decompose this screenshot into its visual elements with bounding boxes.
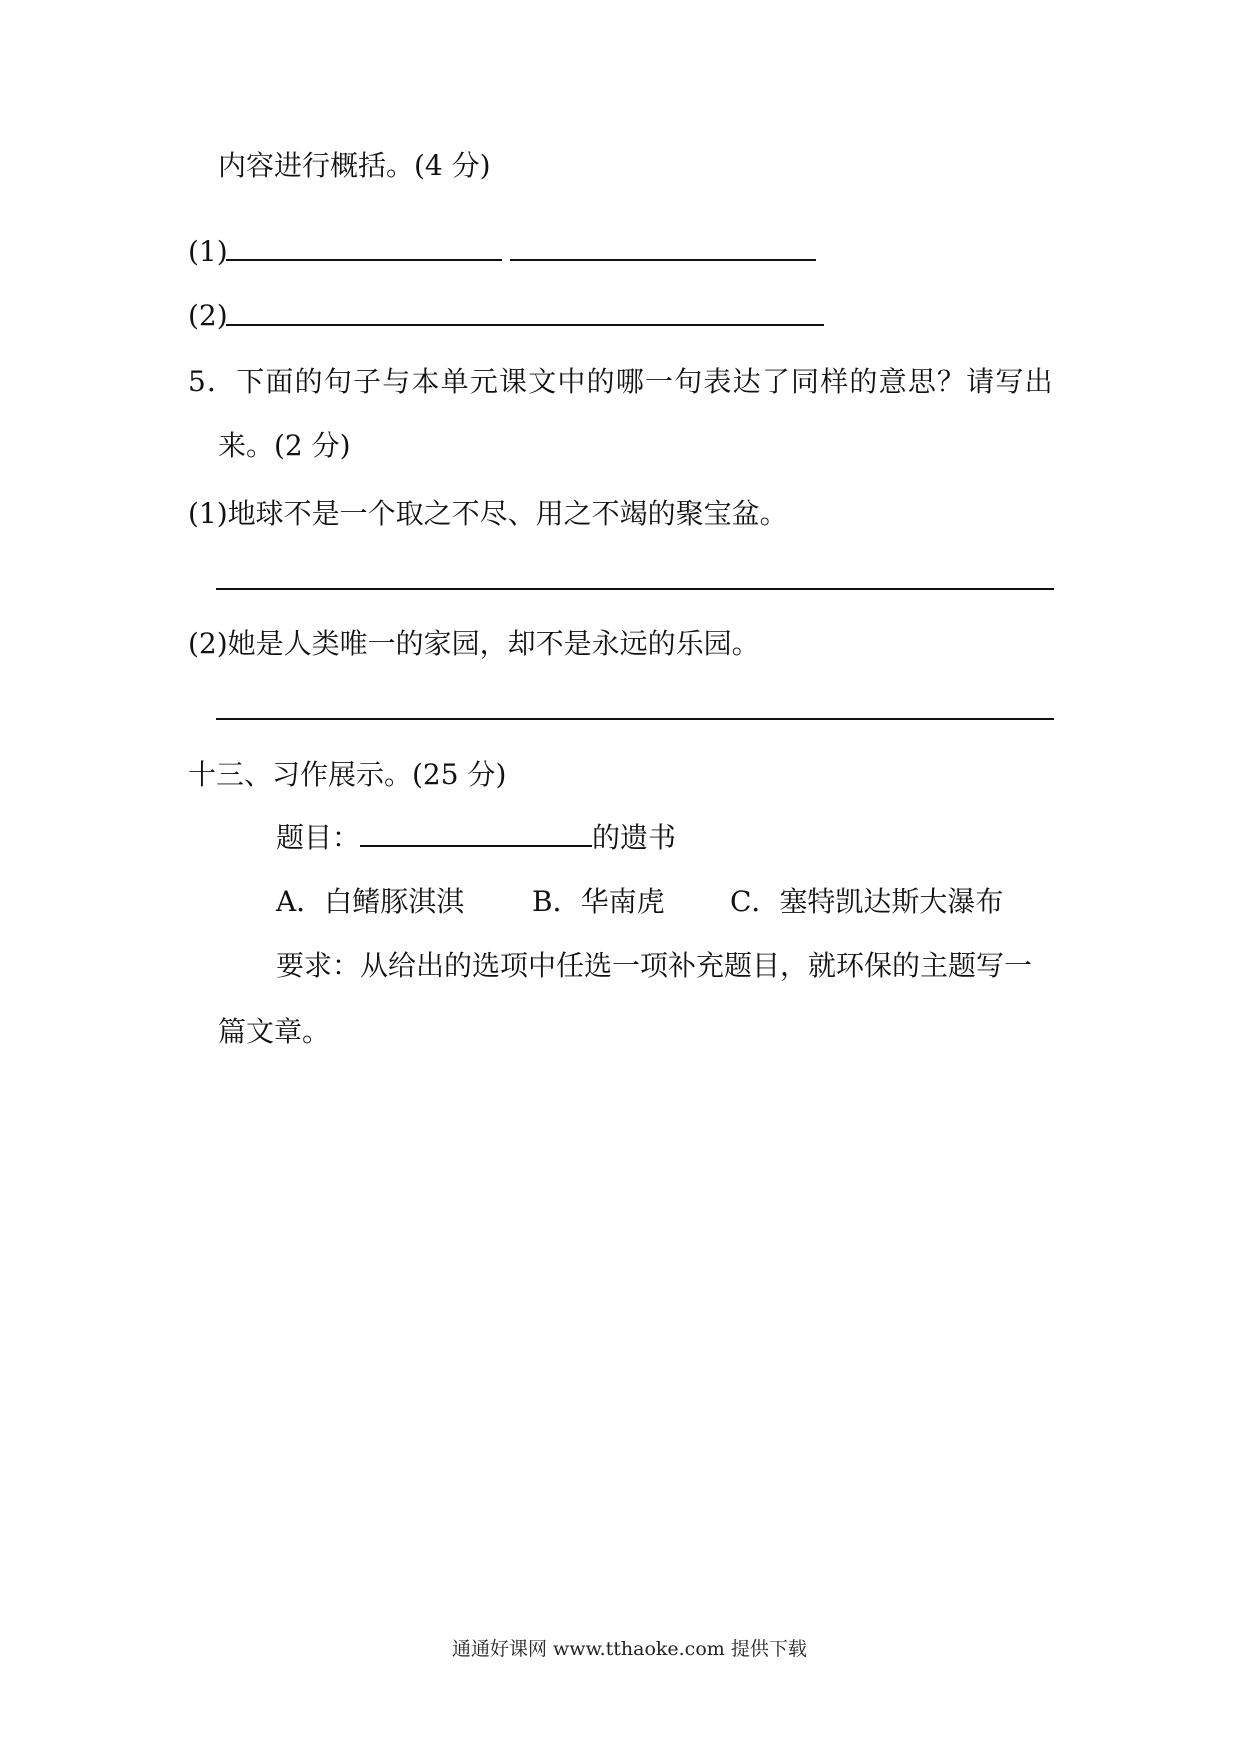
essay-title-prefix: 题目： bbox=[276, 821, 361, 854]
answer-line-q5-2[interactable] bbox=[216, 718, 1054, 720]
requirement-line-2: 篇文章。 bbox=[218, 1015, 331, 1048]
answer-label-2: (2) bbox=[188, 299, 228, 332]
question-5-line-2: 来。(2 分) bbox=[218, 429, 351, 462]
requirement-line-1: 要求：从给出的选项中任选一项补充题目，就环保的主题写一 bbox=[276, 949, 1033, 982]
option-a: A．白鳍豚淇淇 bbox=[276, 885, 465, 918]
answer-label-1: (1) bbox=[188, 235, 228, 268]
answer-blank-1a[interactable] bbox=[226, 259, 502, 261]
answer-blank-2[interactable] bbox=[226, 324, 824, 326]
question-5-line-1: 5．下面的句子与本单元课文中的哪一句表达了同样的意思？请写出 bbox=[188, 365, 1054, 398]
section-13-heading: 十三、习作展示。(25 分) bbox=[188, 758, 507, 791]
answer-line-q5-1[interactable] bbox=[216, 588, 1054, 590]
essay-title-suffix: 的遗书 bbox=[592, 821, 677, 854]
question-5-item-2: (2)她是人类唯一的家园，却不是永远的乐园。 bbox=[188, 627, 760, 660]
answer-blank-1b[interactable] bbox=[510, 259, 816, 261]
essay-title-row bbox=[276, 818, 676, 858]
option-b: B．华南虎 bbox=[532, 885, 665, 918]
page-footer: 通通好课网 www.tthaoke.com 提供下载 bbox=[452, 1638, 807, 1660]
question-4-continuation: 内容进行概括。(4 分) bbox=[218, 149, 491, 182]
option-c: C．塞特凯达斯大瀑布 bbox=[730, 885, 1004, 918]
essay-title-blank[interactable] bbox=[360, 821, 592, 847]
question-5-item-1: (1)地球不是一个取之不尽、用之不竭的聚宝盆。 bbox=[188, 497, 788, 530]
